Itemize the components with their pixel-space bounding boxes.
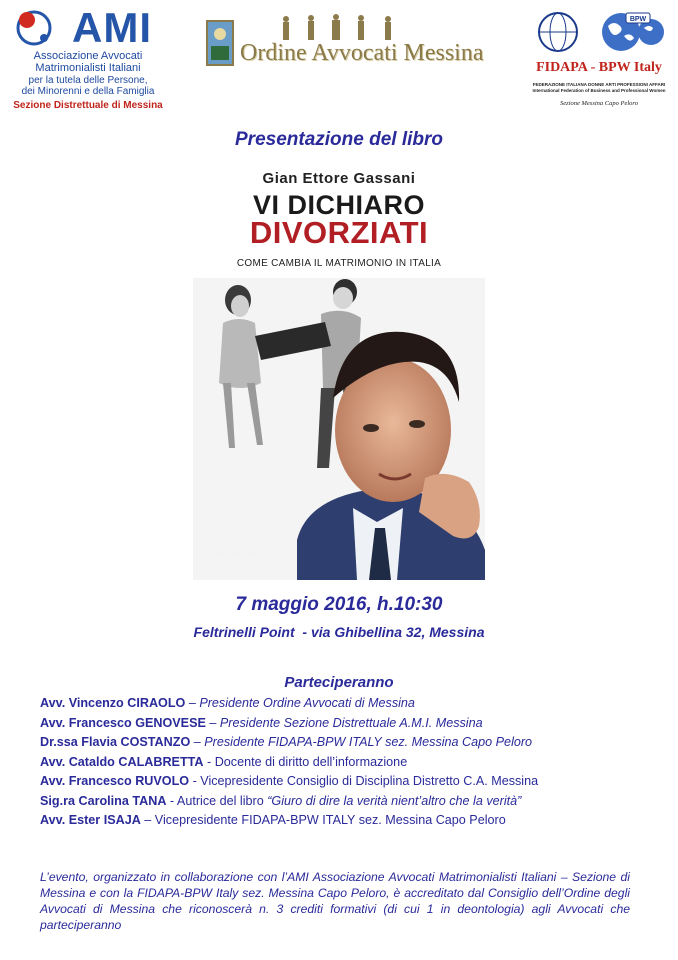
participant-row [40, 811, 670, 831]
participant-row [40, 733, 670, 753]
participant-row [40, 772, 670, 792]
fidapa-section: Sezione Messina Capo Peloro [560, 100, 638, 107]
book-subtitle: COME CAMBIA IL MATRIMONIO IN ITALIA [236, 258, 442, 269]
participant-name: Avv. Cataldo CALABRETTA [40, 754, 204, 769]
ami-line-1: Associazione Avvocati [33, 50, 143, 62]
participant-name: Avv. Francesco GENOVESE [40, 715, 206, 730]
participant-role: – Presidente Sezione Distrettuale A.M.I. Messina [205, 715, 483, 730]
participant-row [40, 792, 670, 812]
participant-role: – Presidente FIDAPA-BPW ITALY sez. Messina Capo Peloro [190, 735, 533, 749]
figures-icon [266, 14, 416, 42]
crest-icon [206, 20, 234, 66]
fidapa-name: FIDAPA - BPW Italy [536, 60, 662, 75]
presentation-heading: Presentazione del libro [235, 129, 443, 150]
globes-icon [536, 10, 664, 54]
ami-line-3: per la tutela delle Persone, [28, 75, 148, 86]
participant-name: Dr.ssa Flavia COSTANZO [40, 735, 191, 749]
book-title-line1: VI DICHIARO [252, 190, 425, 220]
ordine-title: Ordine Avvocati Messina [240, 40, 484, 66]
participant-name: Avv. Vincenzo CIRAOLO [40, 696, 186, 710]
ordine-avvocati-logo [206, 14, 484, 76]
participant-name: Sig.ra Carolina TANA [40, 793, 167, 808]
book-cover-image [193, 278, 485, 580]
ami-emblem-icon [14, 8, 54, 48]
ami-section: Sezione Distrettuale di Messina [13, 100, 163, 111]
ami-line-2: Matrimonialisti Italiani [35, 62, 141, 74]
participant-row [40, 694, 670, 714]
ami-logo [8, 4, 173, 109]
participant-role: - Autrice del libro [166, 793, 268, 808]
event-place: Feltrinelli Point - via Ghibellina 32, Messina [193, 624, 485, 640]
participants-list [40, 694, 670, 831]
participant-row [40, 753, 670, 773]
participant-role: – Presidente Ordine Avvocati di Messina [185, 696, 415, 710]
participant-role: - Docente di diritto dell’informazione [203, 754, 408, 769]
fidapa-small-2: International Federation of Business and Professional Women [532, 88, 666, 93]
participants-heading: Parteciperanno [284, 674, 394, 691]
ami-name: AMI [72, 4, 152, 51]
book-title-line2: DIVORZIATI [249, 215, 429, 250]
participant-role: - Vicepresidente Consiglio di Disciplina Distretto C.A. Messina [189, 774, 539, 788]
publisher-label: Imprimatur [212, 549, 258, 560]
participant-name: Avv. Ester ISAJA [40, 813, 141, 827]
fidapa-logo [528, 6, 670, 110]
participant-row [40, 714, 670, 734]
ami-line-4: dei Minorenni e della Famiglia [21, 86, 155, 97]
accreditation-note: L’evento, organizzato in collaborazione con l’AMI Associazione Avvocati Matrimonialisti Italiani – Sezione di Messina e con la FIDAPA-BPW Italy sez. Messina Capo Peloro, è accreditato dal Consiglio dell’Ordine degli Avvocati di Messina che riconoscerà n. 3 crediti formativi (di cui 1 in deontologia) agli Avvocati che parteciperanno [40, 870, 630, 932]
cover-illustration [193, 278, 485, 580]
book-author: Gian Ettore Gassani [262, 170, 416, 187]
participant-role: – Vicepresidente FIDAPA-BPW ITALY sez. Messina Capo Peloro [140, 813, 506, 827]
participant-name: Avv. Francesco RUVOLO [40, 774, 190, 788]
fidapa-small-1: FEDERAZIONE ITALIANA DONNE ARTI PROFESSIONI AFFARI [532, 82, 666, 87]
book-quote-title: “Giuro di dire la verità nient’altro che la verità” [267, 793, 522, 808]
event-date: 7 maggio 2016, h.10:30 [235, 594, 443, 615]
bpw-badge: BPW [629, 16, 647, 23]
